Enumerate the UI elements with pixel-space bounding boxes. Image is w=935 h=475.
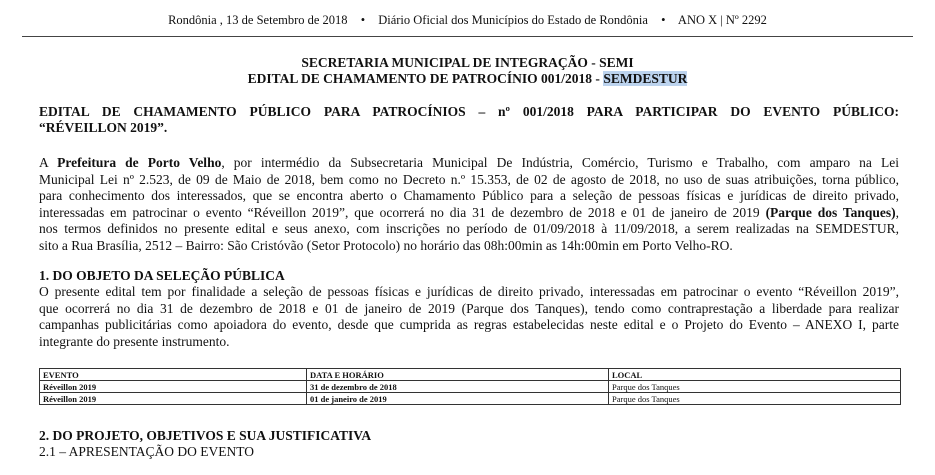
header-place-date: Rondônia , 13 de Setembro de 2018 [168, 13, 348, 27]
section1-heading: 1. DO OBJETO DA SELEÇÃO PÚBLICA [39, 268, 285, 283]
cell-evento: Réveillon 2019 [40, 393, 307, 405]
edital-heading-line2: “RÉVEILLON 2019”. [39, 120, 168, 135]
page-header [0, 13, 935, 28]
cell-local: Parque dos Tanques [609, 393, 901, 405]
intro-line: nos termos definidos no presente edital e seus anexo, com inscrições no período de 01/09/2018 à 11/09/2018, a serem realizadas na SEMDESTUR, [39, 221, 899, 236]
title-highlight-selection[interactable]: SEMDESTUR [603, 71, 688, 86]
document-title-line1: SECRETARIA MUNICIPAL DE INTEGRAÇÃO - SEMI [301, 55, 634, 70]
intro-line: interessadas em patrocinar o evento “Réveillon 2019”, que ocorrerá no dia 31 de dezembro de 2018 e 01 de janeiro de 2019 (Parque dos Tanques), [39, 204, 899, 220]
title-line2-prefix: EDITAL DE CHAMAMENTO DE PATROCÍNIO 001/2018 - [247, 71, 600, 86]
section1-line: integrante do presente instrumento. [39, 333, 230, 349]
cell-local: Parque dos Tanques [609, 381, 901, 393]
events-table [39, 368, 901, 405]
intro-line: sito a Rua Brasília, 2512 – Bairro: São Cristóvão (Setor Protocolo) no horário das 08h:00min as 14h:00min em Porto Velho-RO. [39, 237, 733, 253]
prefeitura-name: Prefeitura de Porto Velho [57, 155, 222, 170]
header-bullet: • [360, 13, 366, 27]
intro-line: A Prefeitura de Porto Velho, por intermédio da Subsecretaria Municipal De Indústria, Comércio, Turismo e Trabalho, com amparo na Lei [39, 155, 899, 170]
table-header-row [40, 369, 901, 381]
section1-line: campanhas publicitárias como apoiadora do evento, desde que cumprida as regras estabelecidas neste edital e o Projeto do Evento – ANEXO I, parte [39, 317, 899, 332]
venue-bold: (Parque dos Tanques) [765, 204, 896, 220]
column-header-data: DATA E HORÁRIO [307, 369, 609, 381]
intro-line: Municipal Lei nº 2.523, de 09 de Maio de 2018, bem como no Decreto n.º 15.353, de 02 de agosto de 2018, no uso de suas atribuições, torna público, [39, 171, 899, 187]
section1-line: que ocorrerá no dia 31 de dezembro de 2018 e 01 de janeiro de 2019 (Parque dos Tanques), tendo como contraprestação a liberdade para realizar [39, 300, 899, 316]
column-header-local: LOCAL [609, 369, 901, 381]
header-journal: Diário Oficial dos Municípios do Estado de Rondônia [378, 13, 648, 27]
cell-data: 31 de dezembro de 2018 [307, 381, 609, 393]
intro-line: para conhecimento dos interessados, que se encontra aberto o Chamamento Público para a seleção de pessoas físicas e jurídicas de direito privado, [39, 188, 899, 203]
header-edition: ANO X | Nº 2292 [677, 13, 767, 27]
header-divider [22, 36, 913, 37]
table-row [40, 393, 901, 405]
section1-line: O presente edital tem por finalidade a seleção de pessoas físicas e jurídicas de direito privado, interessadas em patrocinar o evento “Réveillon 2019”, [39, 284, 899, 299]
intro-paragraph [39, 155, 899, 254]
edital-heading-line1: EDITAL DE CHAMAMENTO PÚBLICO PARA PATROCÍNIOS – nº 001/2018 PARA PARTICIPAR DO EVENTO PÚBLICO: [39, 104, 899, 119]
section1-paragraph [39, 284, 899, 350]
section2-heading: 2. DO PROJETO, OBJETIVOS E SUA JUSTIFICATIVA [39, 428, 372, 443]
header-bullet: • [661, 13, 666, 27]
document-title-line2 [0, 71, 935, 87]
edital-heading [39, 104, 899, 136]
cell-evento: Réveillon 2019 [40, 381, 307, 393]
table-row [40, 381, 901, 393]
cell-data: 01 de janeiro de 2019 [307, 393, 609, 405]
section2-subheading: 2.1 – APRESENTAÇÃO DO EVENTO [39, 444, 255, 459]
column-header-evento: EVENTO [40, 369, 307, 381]
